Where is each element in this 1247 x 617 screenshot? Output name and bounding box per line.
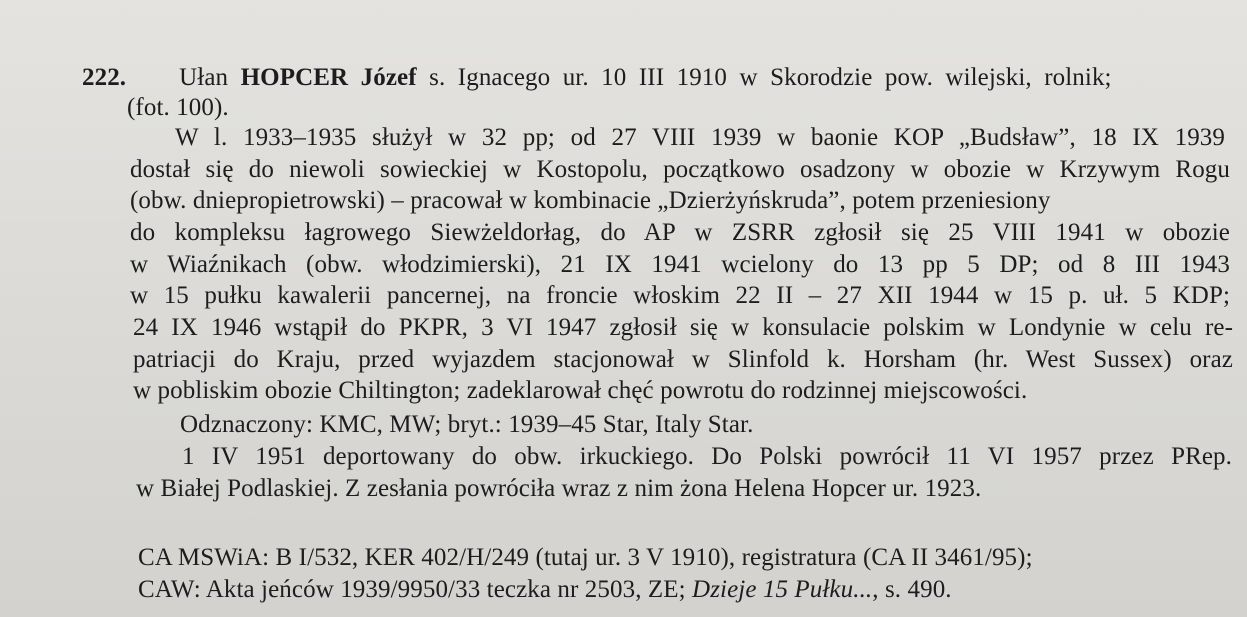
para1-line: 24 IX 1946 wstąpił do PKPR, 3 VI 1947 zgłosił się w konsulacie polskim w Londynie w celu re- <box>133 314 1233 341</box>
para1-line: w 15 pułku kawalerii pancernej, na froncie włoskim 22 II – 27 XII 1944 w 15 p. uł. 5 KDP; <box>130 282 1230 309</box>
para1-line: w Wiaźnikach (obw. włodzimierski), 21 IX 1941 wcielony do 13 pp 5 DP; od 8 III 1943 <box>130 251 1230 278</box>
para3-line: 1 IV 1951 deportowany do obw. irkuckiego. Do Polski powrócił 11 VI 1957 przez PRep. <box>182 443 1232 470</box>
sources-line1: CA MSWiA: B I/532, KER 402/H/249 (tutaj ur. 3 V 1910), registratura (CA II 3461/95); <box>138 544 1033 571</box>
entry-header-rest: s. Ignacego ur. 10 III 1910 w Skorodzie pow. wilejski, rolnik; <box>429 64 1112 91</box>
entry-rank: Ułan <box>179 64 229 91</box>
para1-line: (obw. dniepropietrowski) – pracował w kombinacie „Dzierżyńskruda”, potem przeniesiony <box>130 187 1051 214</box>
entry-number: 222. <box>82 64 127 91</box>
sources-line2-suffix: , s. 490. <box>872 576 952 603</box>
para1-line: dostał się do niewoli sowieckiej w Kostopolu, początkowo osadzony w obozie w Krzywym Rogu <box>130 156 1230 183</box>
entry-header-line2: (fot. 100). <box>127 94 229 121</box>
decorations-line: Odznaczony: KMC, MW; bryt.: 1939–45 Star, Italy Star. <box>180 411 754 438</box>
para1-line: w pobliskim obozie Chiltington; zadeklarował chęć powrotu do rodzinnej miejscowości. <box>133 377 1028 404</box>
sources-line2-italic: Dzieje 15 Pułku... <box>692 576 873 603</box>
entry-name: HOPCER Józef <box>240 64 417 91</box>
para1-line: W l. 1933–1935 służył w 32 pp; od 27 VIII 1939 w baonie KOP „Budsław”, 18 IX 1939 <box>175 124 1225 151</box>
para1-line: patriacji do Kraju, przed wyjazdem stacjonował w Slinfold k. Horsham (hr. West Sussex) oraz <box>133 346 1233 373</box>
sources-line2 <box>138 575 952 605</box>
entry-header <box>82 63 1112 93</box>
sources-line2-prefix: CAW: Akta jeńców 1939/9950/33 teczka nr 2503, ZE; <box>138 576 686 603</box>
bleed-through-text <box>0 0 1247 70</box>
para1-line: do kompleksu łagrowego Siewżeldorłag, do AP w ZSRR zgłosił się 25 VIII 1941 w obozie <box>130 219 1230 246</box>
para3-line: w Białej Podlaskiej. Z zesłania powróciła wraz z nim żona Helena Hopcer ur. 1923. <box>136 475 982 502</box>
